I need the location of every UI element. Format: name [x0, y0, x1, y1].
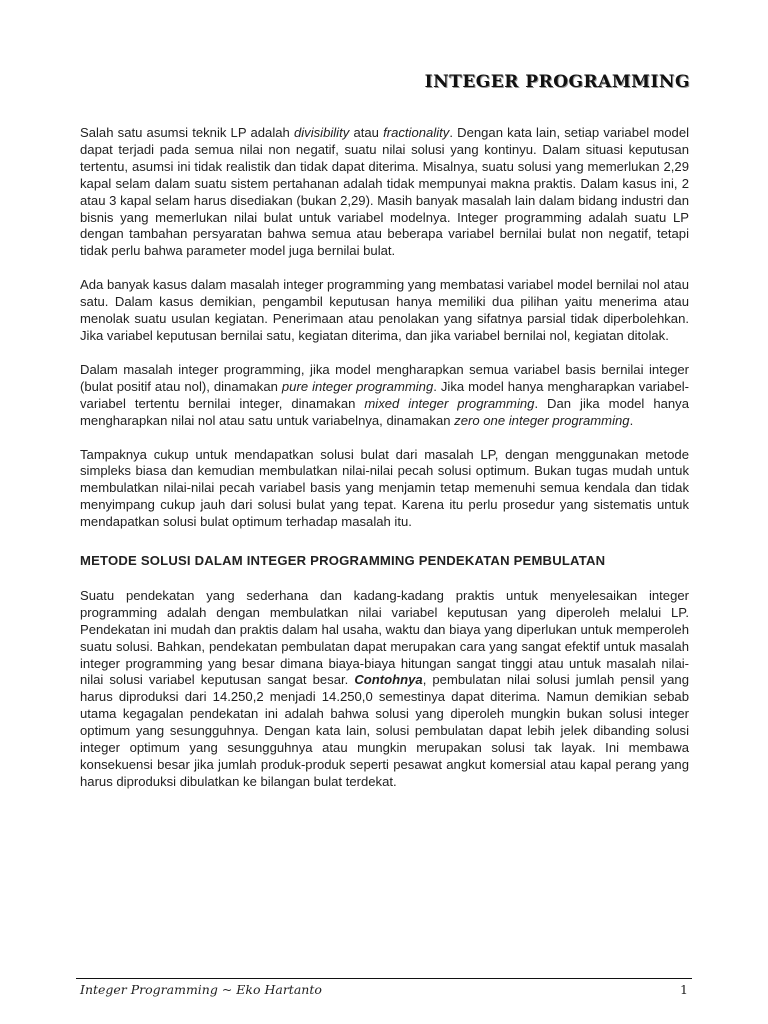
paragraph-4: Tampaknya cukup untuk mendapatkan solusi bulat dari masalah LP, dengan menggunakan metode simpleks biasa dan kemudian membulatkan nilai-nilai pecah solusi optimum. Bukan tugas mudah untuk membulatkan nilai-nilai pecah variabel basis yang menjamin tetap memenuhi semua kendala dan tidak menyimpang cukup jauh dari solusi bulat yang tepat. Karena itu perlu prosedur yang sistematis untuk mendapatkan solusi bulat optimum terhadap masalah itu. [80, 446, 689, 530]
paragraph-3-term-mixed: mixed integer programming [364, 395, 535, 411]
page-title: INTEGER PROGRAMMING [424, 72, 690, 92]
paragraph-1-text-c: . Dengan kata lain, setiap variabel model dapat terjadi pada semua nilai non negatif, suatu nilai solusi yang kontinyu. Dalam situasi keputusan tertentu, asumsi ini tidak realistik dan tidak dapat diterima. Misalnya, suatu solusi yang memerlukan 2,29 kapal selam dalam suatu sistem pertahanan adalah tidak mempunyai makna praktis. Dalam kasus ini, 2 atau 3 kapal selam harus disediakan (bukan 2,29). Masih banyak masalah lain dalam bidang industri dan bisnis yang memerlukan nilai bulat untuk variabel modelnya. Integer programming adalah suatu LP dengan tambahan persyaratan bahwa semua atau beberapa variabel bernilai bulat non negatif, tetapi tidak perlu bahwa parameter model juga bernilai bulat. [80, 125, 690, 259]
paragraph-3-text-a: Dalam masalah integer programming, jika model mengharapkan semua variabel basis bernilai integer (bulat positif atau nol), dinamakan [80, 361, 689, 394]
paragraph-1-term-divisibility: divisibility [293, 125, 350, 140]
section-heading: METODE SOLUSI DALAM INTEGER PROGRAMMING PENDEKATAN PEMBULATAN [80, 553, 606, 569]
paragraph-3-text-d: . [629, 412, 634, 428]
paragraph-3-text-c: . Dan jika model hanya mengharapkan nilai nol atau satu untuk variabelnya, dinamakan [80, 395, 689, 428]
paragraph-1-text-a: Salah satu asumsi teknik LP adalah [80, 125, 294, 140]
paragraph-1 [80, 125, 689, 260]
document-body [80, 125, 689, 808]
footer-text: Integer Programming ~ Eko Hartanto [80, 982, 322, 997]
paragraph-5-text-b: , pembulatan nilai solusi jumlah pensil yang harus diproduksi dari 14.250,2 menjadi 14.250,0 semestinya dapat diterima. Namun demikian sebab utama kegagalan pendekatan ini adalah bahwa solusi yang diperoleh mungkin bukan solusi integer optimum yang sesungguhnya. Dengan kata lain, solusi pembulatan dapat lebih jelek dibanding solusi integer optimum yang sesungguhnya atau mungkin merupakan solusi tak layak. Ini membawa konsekuensi besar jika jumlah produk-produk seperti pesawat angkut komersial atau kapal perang yang harus diproduksi dibulatkan ke bilangan bulat terdekat. [80, 672, 690, 789]
paragraph-3-text-b: . Jika model hanya mengharapkan variabel-variabel tertentu bernilai integer, dinamakan [80, 378, 689, 411]
paragraph-1-text-b: atau [349, 125, 384, 140]
paragraph-1-term-fractionality: fractionality [383, 125, 450, 140]
paragraph-5-text-a: Suatu pendekatan yang sederhana dan kadang-kadang praktis untuk menyelesaikan integer programming adalah dengan membulatkan nilai variabel keputusan yang diperoleh melalui LP. Pendekatan ini mudah dan praktis dalam hal usaha, waktu dan biaya yang diperlukan untuk memperoleh suatu solusi. Bahkan, pendekatan pembulatan dapat merupakan cara yang sangat efektif untuk masalah integer programming yang besar dimana biaya-biaya hitungan sangat tinggi atau untuk masalah nilai-nilai solusi variabel keputusan sangat besar. [80, 587, 689, 688]
paragraph-2: Ada banyak kasus dalam masalah integer programming yang membatasi variabel model bernilai nol atau satu. Dalam kasus demikian, pengambil keputusan hanya memiliki dua pilihan yaitu menerima atau menolak suatu usulan kegiatan. Penerimaan atau penolakan yang sifatnya parsial tidak diperbolehkan. Jika variabel keputusan bernilai satu, kegiatan diterima, dan jika variabel bernilai nol, kegiatan ditolak. [80, 277, 689, 343]
paragraph-3-term-pure: pure integer programming [281, 378, 434, 394]
paragraph-3-term-zero-one: zero one integer programming [454, 412, 630, 428]
paragraph-5-term-contohnya: Contohnya [354, 672, 423, 688]
footer-divider [76, 978, 692, 979]
paragraph-5 [80, 588, 689, 791]
paragraph-3 [80, 362, 689, 430]
page-number: 1 [680, 982, 688, 997]
